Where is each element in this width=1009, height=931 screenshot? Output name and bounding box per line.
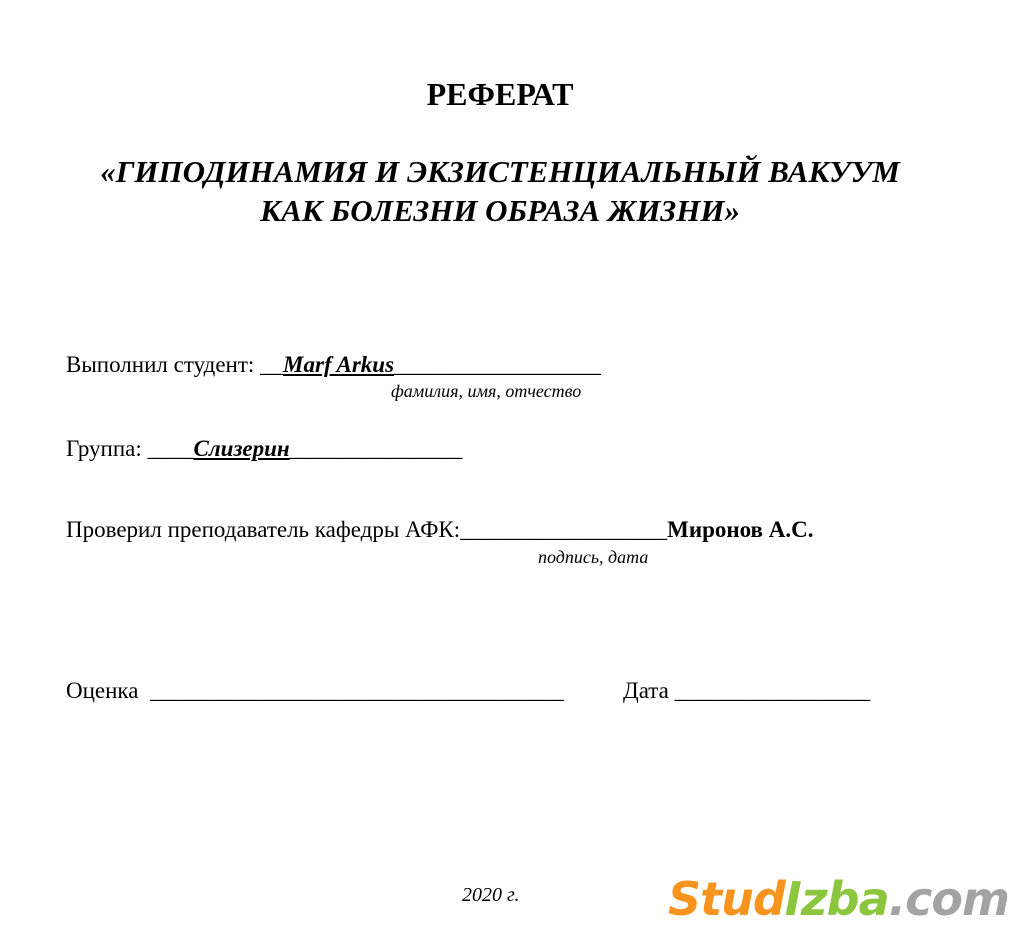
grade-field — [66, 677, 564, 705]
checker-name: Миронов А.С. — [667, 517, 814, 542]
document-title: РЕФЕРАТ — [426, 76, 574, 112]
group-label: Группа: ____ — [66, 436, 194, 461]
grade-label: Оценка — [66, 678, 139, 703]
group-trailing-line: _______________ — [289, 436, 463, 461]
student-caption: фамилия, имя, отчество — [391, 381, 582, 401]
checker-label: Проверил преподаватель кафедры АФК: — [66, 517, 461, 542]
logo-part-com: .com — [888, 872, 1009, 926]
checker-signature-line: __________________ — [460, 517, 668, 542]
student-name: Marf Arkus — [283, 352, 395, 377]
grade-line: ____________________________________ — [149, 678, 564, 703]
student-label: Выполнил студент: __ — [66, 352, 284, 377]
group-field — [66, 435, 462, 463]
logo-part-izba: Izba — [784, 872, 889, 926]
checker-field — [66, 516, 813, 544]
topic-line-2: КАК БОЛЕЗНИ ОБРАЗА ЖИЗНИ» — [260, 193, 740, 228]
student-trailing-line: __________________ — [394, 352, 602, 377]
date-field — [623, 677, 870, 705]
year-label: 2020 г. — [462, 884, 520, 906]
topic-line-1: «ГИПОДИНАМИЯ И ЭКЗИСТЕНЦИАЛЬНЫЙ ВАКУУМ — [100, 154, 900, 189]
student-field — [66, 351, 601, 379]
logo-part-stud: Stud — [668, 872, 785, 926]
group-name: Слизерин — [193, 436, 290, 461]
date-label: Дата — [623, 678, 669, 703]
date-line: _________________ — [674, 678, 871, 703]
checker-caption: подпись, дата — [538, 547, 649, 567]
studizba-logo — [668, 872, 1009, 926]
